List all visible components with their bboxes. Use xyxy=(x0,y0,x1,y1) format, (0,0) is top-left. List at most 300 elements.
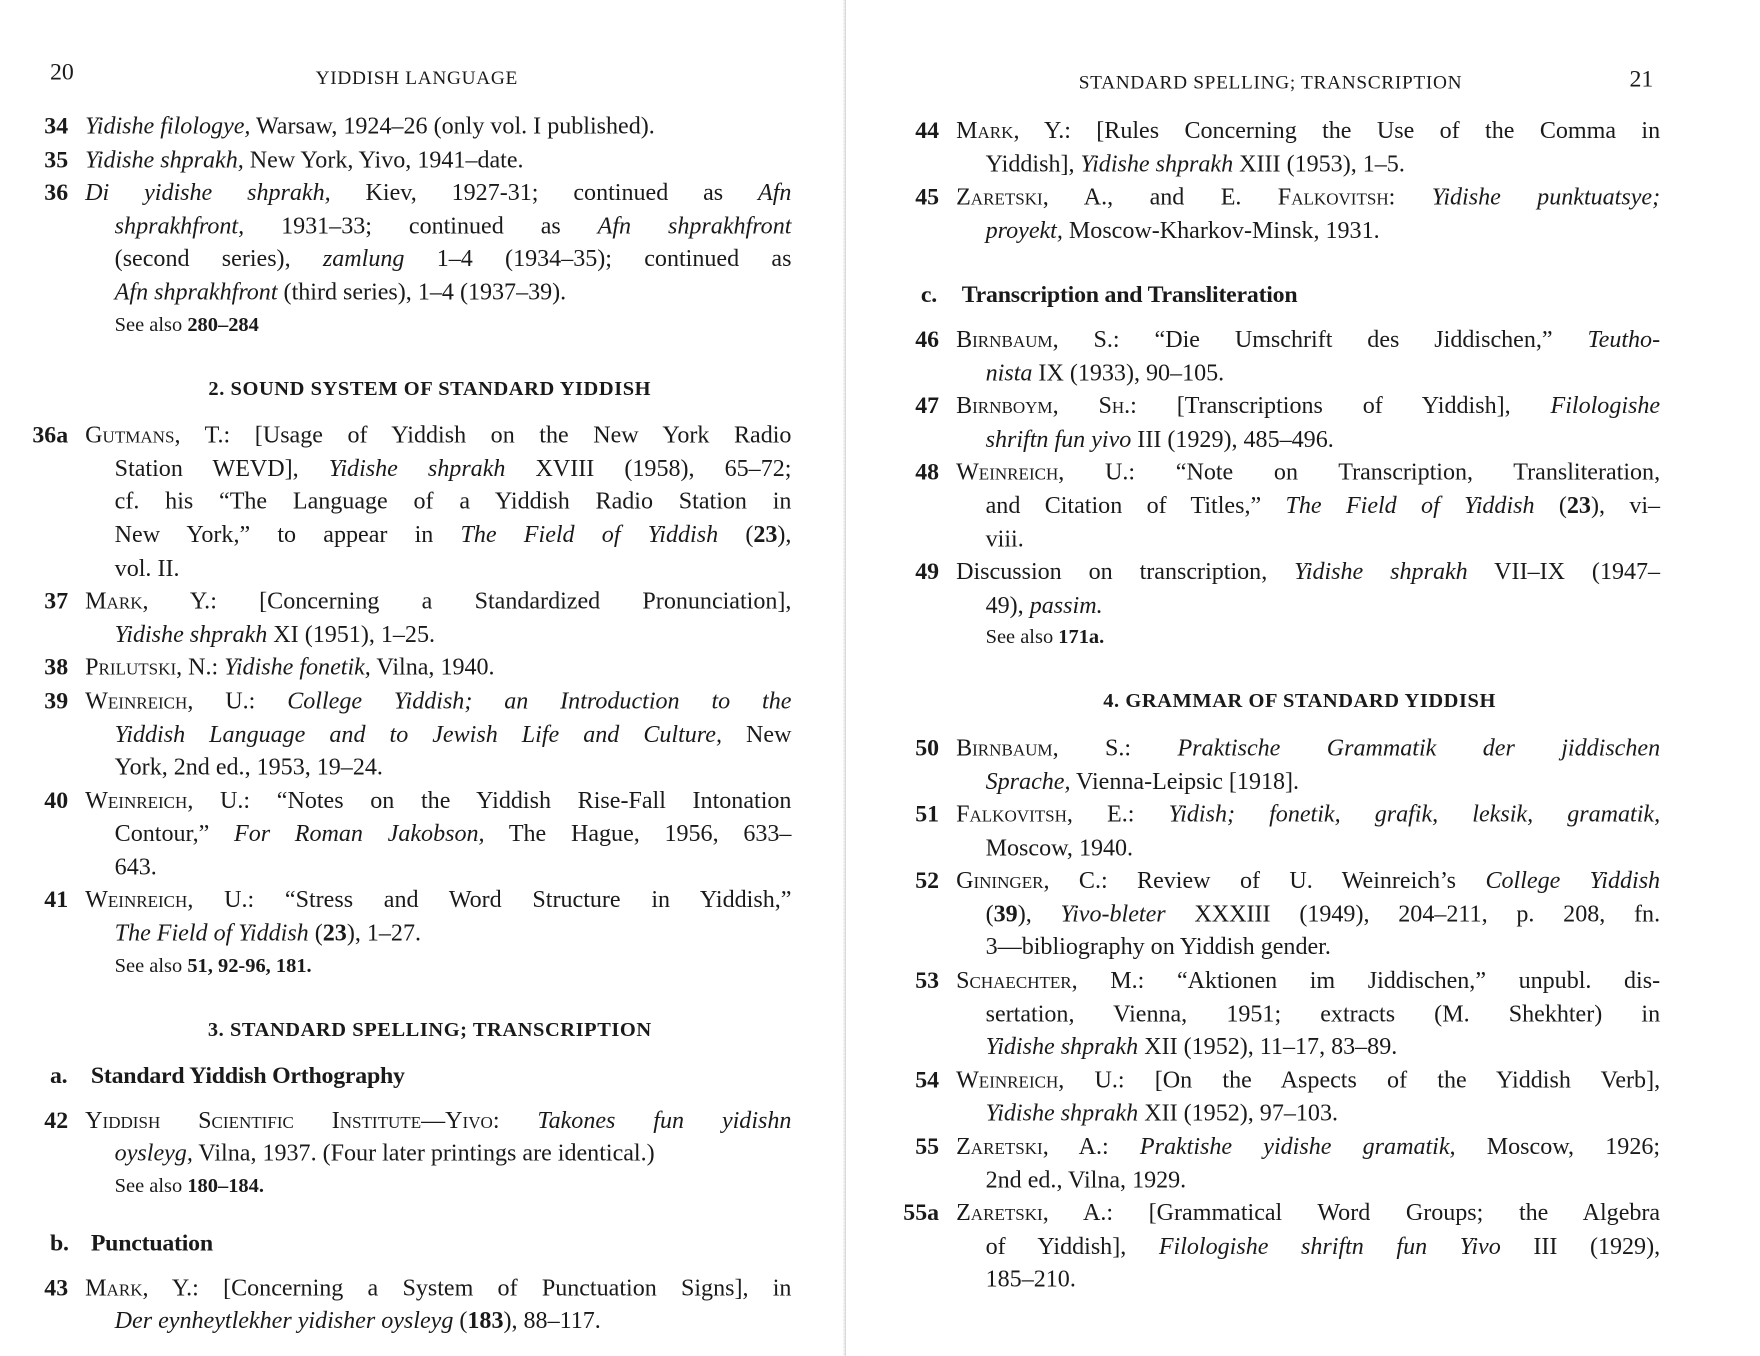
text-run: VII–IX (1947– xyxy=(1467,558,1661,585)
text-run: , A.: [Grammatical Word Groups; the Algebra xyxy=(1042,1199,1661,1227)
bibliography-entry xyxy=(871,964,1660,1064)
text-run: New York, Yivo, 1941–date. xyxy=(243,145,524,173)
entry-line xyxy=(956,865,1660,898)
entry-line xyxy=(85,685,791,718)
entry-line xyxy=(85,751,791,784)
text-run: Mark xyxy=(956,116,1014,144)
right-column xyxy=(871,114,1660,1296)
entry-line xyxy=(956,1230,1660,1263)
entry-line xyxy=(85,917,791,950)
subsection-heading xyxy=(0,1060,791,1093)
bibliography-entry xyxy=(0,651,791,684)
entry-number: 51 xyxy=(915,800,940,828)
text-run: ( xyxy=(718,520,754,548)
subsection-letter: a. xyxy=(49,1062,68,1090)
entry-number: 50 xyxy=(915,734,940,761)
text-run: XVIII (1958), 65–72; xyxy=(505,454,792,482)
text-run: III (1929), 485–496. xyxy=(1131,425,1334,453)
text-run: For Roman Jakobson, xyxy=(234,819,485,847)
text-run: XII (1952), 97–103. xyxy=(1138,1099,1339,1127)
left-page xyxy=(0,0,846,1356)
see-also-refs: 180–184. xyxy=(187,1174,264,1197)
text-run: , S.: “Die Umschrift des Jiddischen,” xyxy=(1052,325,1588,353)
text-run: proyekt, xyxy=(985,216,1063,244)
text-run: 2nd ed., Vilna, 1929. xyxy=(985,1165,1187,1193)
text-run: Weinreich xyxy=(85,886,188,914)
entry-number: 48 xyxy=(915,458,940,486)
entry-text xyxy=(956,732,1660,798)
text-run: Yidishe fonetik, xyxy=(224,653,371,681)
entry-text xyxy=(85,419,791,585)
entry-line xyxy=(956,1031,1660,1064)
text-run: Station WEVD], xyxy=(114,454,329,482)
section-heading: 3. STANDARD SPELLING; TRANSCRIPTION xyxy=(207,1017,652,1041)
text-run: College Yiddish; an Introduction to the xyxy=(287,686,792,714)
text-run: 23 xyxy=(322,919,347,947)
entry-line xyxy=(956,1097,1660,1130)
text-run: Birnbaum xyxy=(956,734,1053,761)
running-head: STANDARD SPELLING; TRANSCRIPTION xyxy=(1078,71,1463,94)
entry-text xyxy=(85,651,791,684)
entry-text xyxy=(956,798,1660,864)
entry-line xyxy=(85,210,791,243)
entry-number: 34 xyxy=(44,112,69,140)
text-run: vol. II. xyxy=(114,553,180,581)
text-run: Der eynheytlekher yidisher oysleyg xyxy=(114,1306,454,1334)
entry-number: 55a xyxy=(903,1199,940,1227)
text-run: Zaretski xyxy=(956,1199,1043,1227)
text-run: , E.: xyxy=(1066,800,1169,828)
text-run: Afn xyxy=(758,178,792,206)
entry-text xyxy=(956,456,1660,556)
entry-line xyxy=(85,176,791,209)
bibliography-entry xyxy=(871,323,1660,389)
entry-line xyxy=(956,798,1660,831)
text-run: Weinreich xyxy=(956,1066,1059,1094)
text-run: sertation, Vienna, 1951; extracts (M. Shekhter) in xyxy=(985,999,1661,1027)
entry-text xyxy=(956,323,1660,389)
text-run: Birnbaum xyxy=(956,325,1053,353)
entry-line xyxy=(85,110,791,143)
text-run: , Y.: [Concerning a System of Punctuation Signs], in xyxy=(142,1273,792,1301)
entry-line xyxy=(85,1305,791,1338)
entry-text xyxy=(85,884,791,950)
entry-line xyxy=(956,148,1660,181)
text-run: Filologishe xyxy=(1550,391,1661,419)
text-run: , U.: [On the Aspects of the Yiddish Verb], xyxy=(1058,1066,1661,1094)
entry-line xyxy=(85,519,791,552)
entry-text xyxy=(956,181,1660,247)
entry-number: 45 xyxy=(915,183,940,211)
text-run: , S.: xyxy=(1052,734,1178,761)
text-run: (second series), xyxy=(114,245,323,273)
text-run: , C.: Review of U. Weinreich’s xyxy=(1043,866,1486,894)
text-run: Yidishe shprakh, xyxy=(85,145,244,173)
entry-number: 46 xyxy=(915,325,940,353)
bibliography-entry xyxy=(871,456,1660,556)
entry-text xyxy=(85,110,791,143)
see-also-label: See also xyxy=(114,312,188,336)
entry-text xyxy=(956,556,1660,622)
entry-text xyxy=(956,865,1660,965)
bibliography-entry xyxy=(871,181,1660,247)
text-run: Yiddish Scientific Institute xyxy=(85,1106,422,1134)
text-run: : xyxy=(1388,183,1432,211)
text-run: New York,” to appear in xyxy=(114,520,461,548)
see-also-refs: 171a. xyxy=(1058,625,1105,649)
bibliography-entry xyxy=(871,1064,1660,1130)
see-also-label: See also xyxy=(985,625,1059,649)
entry-line xyxy=(956,523,1660,556)
text-run: The Field of Yiddish xyxy=(1285,491,1535,519)
entry-line xyxy=(956,390,1660,423)
text-run: , U.: “Note on Transcription, Transliteration, xyxy=(1058,458,1661,486)
entry-line xyxy=(956,589,1660,622)
entry-line xyxy=(85,1271,791,1304)
text-run: Yivo xyxy=(445,1106,493,1134)
see-also-note xyxy=(0,309,791,338)
text-run: 23 xyxy=(1566,491,1591,519)
entry-number: 49 xyxy=(915,558,940,585)
text-run: ( xyxy=(308,919,323,947)
entry-number: 41 xyxy=(44,886,69,914)
text-run: Birnboym xyxy=(956,391,1053,419)
text-run: ), 1–27. xyxy=(346,919,422,947)
entry-text xyxy=(85,784,791,884)
bibliography-entry xyxy=(0,884,791,950)
text-run: 643. xyxy=(114,852,157,880)
bibliography-entry xyxy=(0,143,791,176)
entry-line xyxy=(956,214,1660,247)
entry-line xyxy=(85,618,791,651)
entry-line xyxy=(85,585,791,618)
text-run: Afn shprakhfront xyxy=(597,211,792,239)
text-run: 49), xyxy=(985,591,1030,619)
text-run: , Y.: [Rules Concerning the Use of the Comma in xyxy=(1013,116,1661,144)
entry-number: 39 xyxy=(44,686,69,714)
entry-number: 54 xyxy=(915,1066,940,1094)
text-run: Prilutski xyxy=(85,653,177,681)
entry-line xyxy=(956,1197,1660,1230)
see-also-refs: 51, 92-96, 181. xyxy=(187,953,312,977)
bibliography-entry xyxy=(0,784,791,884)
see-also-note xyxy=(0,1171,791,1200)
entry-line xyxy=(85,817,791,850)
subsection-heading xyxy=(0,1227,791,1260)
text-run: : xyxy=(492,1106,538,1134)
text-run: Praktische Grammatik der jiddischen xyxy=(1177,734,1661,761)
entry-line xyxy=(956,998,1660,1031)
text-run: Falkovitsh xyxy=(1277,183,1389,211)
entry-line xyxy=(956,1263,1660,1296)
bibliography-entry xyxy=(0,585,791,651)
page-number: 21 xyxy=(1629,65,1654,93)
entry-line xyxy=(85,419,791,452)
entry-number: 52 xyxy=(915,866,940,894)
text-run: Gutmans xyxy=(85,421,175,449)
entry-line xyxy=(956,1064,1660,1097)
entry-line xyxy=(956,114,1660,147)
entry-number: 55 xyxy=(915,1132,940,1160)
text-run: XII (1952), 11–17, 83–89. xyxy=(1138,1032,1398,1060)
entry-line xyxy=(85,143,791,176)
entry-line xyxy=(85,884,791,917)
entry-line xyxy=(956,1164,1660,1197)
entry-number: 35 xyxy=(44,145,69,173)
text-run: Vilna, 1940. xyxy=(370,653,495,681)
text-run: The Field of Yiddish xyxy=(114,919,309,947)
text-run: Weinreich xyxy=(956,458,1059,486)
running-head: YIDDISH LANGUAGE xyxy=(315,67,518,89)
entry-line xyxy=(956,423,1660,456)
text-run: Yidishe filologye, xyxy=(85,112,251,140)
entry-line xyxy=(85,485,791,518)
page-number: 20 xyxy=(49,58,74,86)
text-run: III (1929), xyxy=(1500,1232,1661,1260)
text-run: Kiev, 1927-31; continued as xyxy=(330,178,759,206)
text-run: 185–210. xyxy=(985,1265,1076,1293)
entry-text xyxy=(956,964,1660,1064)
text-run: , A.: xyxy=(1042,1132,1140,1160)
bibliography-entry xyxy=(0,176,791,309)
entry-text xyxy=(85,1271,791,1337)
text-run: Yidishe shprakh xyxy=(328,454,506,482)
section-heading: 4. GRAMMAR OF STANDARD YIDDISH xyxy=(1103,689,1496,713)
see-also-refs: 280–284 xyxy=(187,312,259,336)
text-run: Schaechter xyxy=(956,966,1072,994)
entry-line xyxy=(956,181,1660,214)
text-run: , A., and E. xyxy=(1042,183,1278,211)
bibliography-entry xyxy=(0,1104,791,1170)
text-run: The Field of Yiddish xyxy=(460,520,719,548)
see-also-label: See also xyxy=(114,953,188,977)
text-run: Yidishe shprakh xyxy=(1294,558,1468,585)
text-run: York, 2nd ed., 1953, 19–24. xyxy=(114,753,383,781)
text-run: , M.: “Aktionen im Jiddischen,” unpubl. dis- xyxy=(1071,966,1661,994)
section-heading: 2. SOUND SYSTEM OF STANDARD YIDDISH xyxy=(208,376,652,400)
text-run: 23 xyxy=(753,520,778,548)
text-run: shprakhfront, xyxy=(114,211,245,239)
text-run: Contour,” xyxy=(114,819,235,847)
text-run: and Citation of Titles,” xyxy=(985,491,1286,519)
bibliography-entry xyxy=(871,1197,1660,1297)
entry-text xyxy=(956,1064,1660,1130)
entry-text xyxy=(85,143,791,176)
entry-number: 37 xyxy=(44,587,69,615)
text-run: 3—bibliography on Yiddish gender. xyxy=(985,933,1331,961)
text-run: ( xyxy=(985,900,994,928)
text-run: IX (1933), 90–105. xyxy=(1032,358,1225,386)
subsection-title: Transcription and Transliteration xyxy=(961,281,1298,308)
text-run: Di yidishe shprakh, xyxy=(85,178,331,206)
text-run: Warsaw, 1924–26 (only vol. I published). xyxy=(250,112,655,140)
entry-text xyxy=(956,1197,1660,1297)
see-also-note xyxy=(871,622,1660,651)
bibliography-entry xyxy=(871,732,1660,798)
entry-line xyxy=(85,552,791,585)
entry-line xyxy=(956,1130,1660,1163)
text-run: ), xyxy=(777,520,792,548)
text-run: , Y.: [Concerning a Standardized Pronunciation], xyxy=(142,587,792,615)
text-run: Moscow, 1926; xyxy=(1455,1132,1661,1160)
entry-line xyxy=(956,732,1660,765)
subsection-title: Standard Yiddish Orthography xyxy=(90,1062,405,1090)
text-run: , xyxy=(1052,391,1099,419)
bibliography-entry xyxy=(871,556,1660,622)
text-run: Weinreich xyxy=(85,786,188,814)
text-run: cf. his “The Language of a Yiddish Radio Station in xyxy=(114,487,792,515)
text-run: ), xyxy=(1017,900,1061,928)
entry-line xyxy=(85,243,791,276)
text-run: Yiddish Language and to Jewish Life and Culture, xyxy=(114,720,722,748)
text-run: Takones fun yidishn xyxy=(537,1106,792,1134)
text-run: ), 88–117. xyxy=(503,1306,601,1334)
bibliography-entry xyxy=(871,865,1660,965)
text-run: Yivo-bleter xyxy=(1060,900,1166,928)
entry-text xyxy=(956,390,1660,456)
text-run: Zaretski xyxy=(956,183,1043,211)
text-run: Filologishe shriftn fun Yivo xyxy=(1158,1232,1501,1260)
text-run: Yidish; fonetik, grafik, leksik, gramatik, xyxy=(1168,800,1661,828)
bibliography-entry xyxy=(0,1271,791,1337)
subsection-heading xyxy=(871,279,1660,312)
subsection-letter: b. xyxy=(49,1229,69,1257)
entry-number: 36a xyxy=(32,421,69,449)
entry-line xyxy=(956,556,1660,589)
text-run: , U.: xyxy=(187,686,288,714)
text-run: 39 xyxy=(993,900,1018,928)
text-run: Sh xyxy=(1098,391,1125,419)
entry-number: 42 xyxy=(44,1106,69,1134)
text-run: Praktishe yidishe gramatik, xyxy=(1139,1132,1456,1160)
entry-text xyxy=(85,585,791,651)
right-page xyxy=(846,0,1760,1356)
text-run: Weinreich xyxy=(85,686,188,714)
text-run: The Hague, 1956, 633– xyxy=(484,819,792,847)
text-run: College Yiddish xyxy=(1485,866,1661,894)
text-run: (third series), 1–4 (1937–39). xyxy=(277,278,567,306)
entry-line xyxy=(85,276,791,309)
entry-number: 44 xyxy=(915,116,940,144)
entry-number: 47 xyxy=(915,391,940,419)
text-run: , N.: xyxy=(176,653,225,681)
entry-line xyxy=(85,718,791,751)
text-run: , U.: “Notes on the Yiddish Rise-Fall Intonation xyxy=(187,786,792,814)
entry-line xyxy=(956,456,1660,489)
bibliography-entry xyxy=(0,110,791,143)
text-run: Yidishe shprakh xyxy=(985,1032,1139,1060)
text-run: Discussion on transcription, xyxy=(956,558,1295,585)
text-run: viii. xyxy=(985,524,1024,552)
entry-line xyxy=(85,452,791,485)
entry-line xyxy=(956,356,1660,389)
entry-line xyxy=(85,651,791,684)
text-run: 1–4 (1934–35); continued as xyxy=(404,245,792,273)
bibliography-entry xyxy=(0,685,791,785)
text-run: Teutho- xyxy=(1587,325,1661,353)
entry-number: 53 xyxy=(915,966,940,994)
entry-line xyxy=(956,931,1660,964)
text-run: Moscow-Kharkov-Minsk, 1931. xyxy=(1062,216,1380,244)
text-run: ( xyxy=(1534,491,1567,519)
entry-text xyxy=(85,176,791,309)
bibliography-entry xyxy=(871,1130,1660,1196)
entry-line xyxy=(85,1104,791,1137)
bibliography-entry xyxy=(871,390,1660,456)
bibliography-entry xyxy=(0,419,791,585)
entry-line xyxy=(956,964,1660,997)
text-run: Falkovitsh xyxy=(956,800,1067,828)
text-run: , U.: “Stress and Word Structure in Yiddish,” xyxy=(187,886,792,914)
text-run: Zaretski xyxy=(956,1132,1043,1160)
left-column xyxy=(0,110,791,1338)
text-run: Gininger xyxy=(956,866,1044,894)
text-run: nista xyxy=(985,358,1033,386)
entry-line xyxy=(956,831,1660,864)
subsection-title: Punctuation xyxy=(90,1229,213,1257)
text-run: of Yiddish], xyxy=(985,1232,1159,1260)
entry-line xyxy=(85,851,791,884)
entry-text xyxy=(85,685,791,785)
text-run: Yidishe shprakh xyxy=(114,620,268,648)
entry-line xyxy=(956,323,1660,356)
subsection-letter: c. xyxy=(920,281,937,308)
text-run: XXXIII (1949), 204–211, p. 208, fn. xyxy=(1165,900,1661,928)
bibliography-entry xyxy=(871,798,1660,864)
entry-number: 38 xyxy=(44,653,69,681)
text-run: zamlung xyxy=(322,245,405,273)
text-run: Mark xyxy=(85,587,143,615)
text-run: Vilna, 1937. (Four later printings are identical.) xyxy=(192,1139,655,1167)
see-also-label: See also xyxy=(114,1174,188,1197)
text-run: oysleyg, xyxy=(114,1139,193,1167)
see-also-note xyxy=(0,950,791,979)
entry-line xyxy=(85,1138,791,1171)
entry-number: 36 xyxy=(44,178,69,206)
text-run: 1931–33; continued as xyxy=(244,211,598,239)
text-run: Afn shprakhfront xyxy=(114,278,278,306)
entry-text xyxy=(85,1104,791,1170)
text-run: Mark xyxy=(85,1273,143,1301)
text-run: ), vi– xyxy=(1590,491,1661,519)
entry-line xyxy=(956,489,1660,522)
text-run: passim. xyxy=(1029,591,1103,619)
entry-text xyxy=(956,114,1660,180)
text-run: XIII (1953), 1–5. xyxy=(1233,149,1405,177)
text-run: New xyxy=(721,720,792,748)
entry-line xyxy=(85,784,791,817)
text-run: shriftn fun yivo xyxy=(985,425,1132,453)
text-run: .: [Transcriptions of Yiddish], xyxy=(1124,391,1551,419)
text-run: Yidishe punktuatsye; xyxy=(1431,183,1661,211)
text-run: Yidishe shprakh xyxy=(985,1099,1139,1127)
entry-number: 40 xyxy=(44,786,69,814)
bibliography-entry xyxy=(871,114,1660,180)
text-run: Yidishe shprakh xyxy=(1080,149,1234,177)
text-run: ( xyxy=(453,1306,468,1334)
entry-number: 43 xyxy=(44,1273,69,1301)
text-run: XI (1951), 1–25. xyxy=(267,620,436,648)
text-run: — xyxy=(421,1106,446,1134)
text-run: Sprache, xyxy=(985,767,1071,795)
entry-text xyxy=(956,1130,1660,1196)
text-run: Yiddish], xyxy=(985,149,1081,177)
entry-line xyxy=(956,898,1660,931)
text-run: , T.: [Usage of Yiddish on the New York Radio xyxy=(174,421,792,449)
entry-line xyxy=(956,765,1660,798)
text-run: 183 xyxy=(467,1306,504,1334)
text-run: Vienna-Leipsic [1918]. xyxy=(1070,767,1300,795)
